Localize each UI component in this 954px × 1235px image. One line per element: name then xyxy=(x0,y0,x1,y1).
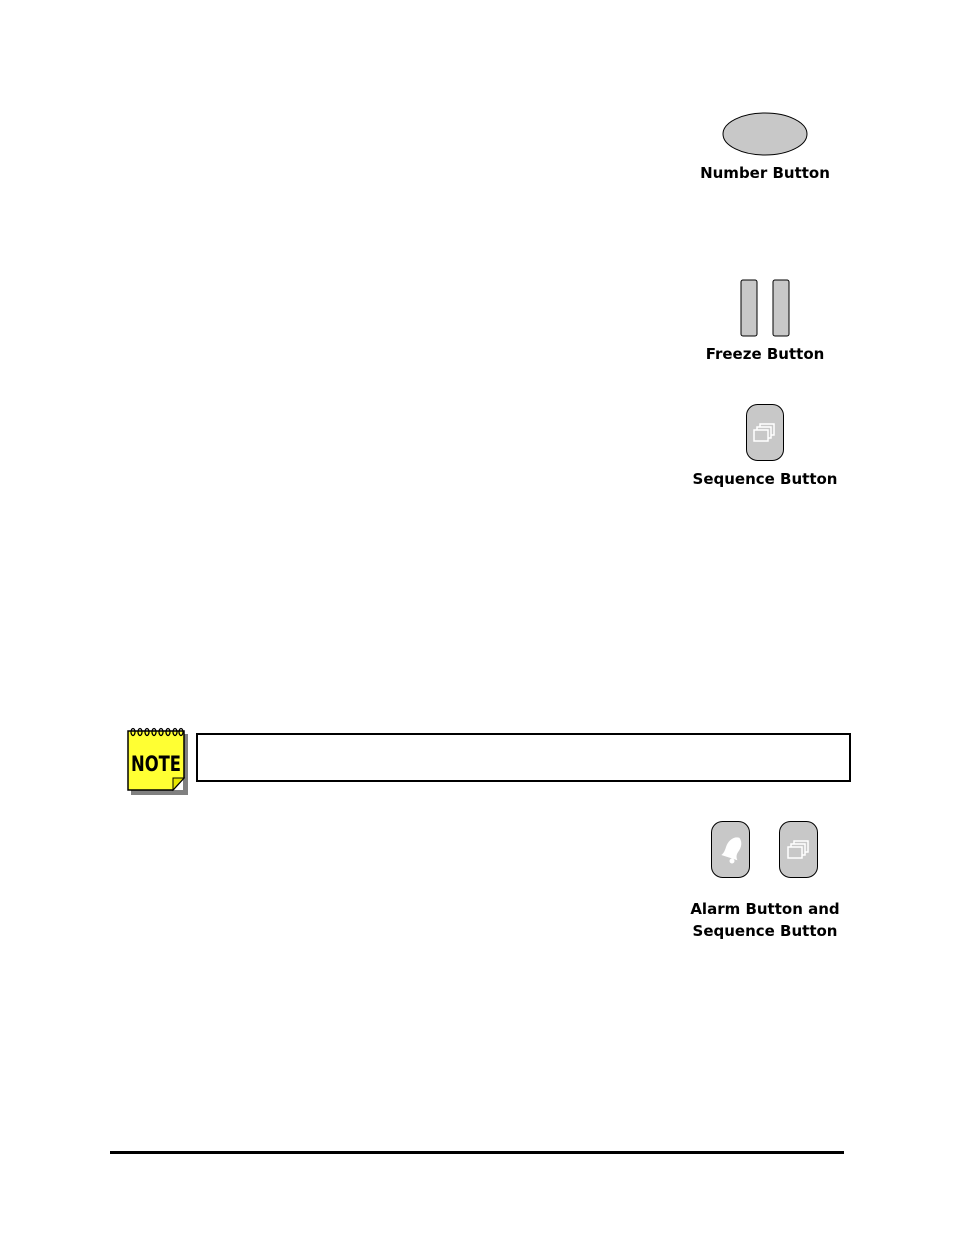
stacked-windows-icon xyxy=(778,820,822,882)
freeze-button-caption: Freeze Button xyxy=(705,345,825,363)
number-button-caption: Number Button xyxy=(700,164,830,182)
pause-bars-icon xyxy=(738,278,794,340)
bell-icon xyxy=(710,820,754,882)
alarm-sequence-caption-line1: Alarm Button and xyxy=(690,900,840,918)
sequence-button-figure-2 xyxy=(778,820,822,882)
number-button-figure xyxy=(720,112,810,158)
note-box xyxy=(196,733,851,782)
sequence-button-caption: Sequence Button xyxy=(692,470,838,488)
footer-rule xyxy=(110,1151,844,1154)
note-text xyxy=(198,735,849,755)
freeze-button-figure xyxy=(738,278,794,340)
note-badge xyxy=(126,726,190,796)
oval-button-icon xyxy=(720,112,810,158)
alarm-sequence-caption-line2: Sequence Button xyxy=(692,922,838,940)
alarm-sequence-caption xyxy=(655,898,875,942)
notepad-icon xyxy=(126,726,190,796)
stacked-windows-icon xyxy=(745,403,787,465)
alarm-button-figure xyxy=(710,820,754,882)
sequence-button-figure xyxy=(745,403,787,465)
note-badge-label: NOTE xyxy=(131,752,181,776)
